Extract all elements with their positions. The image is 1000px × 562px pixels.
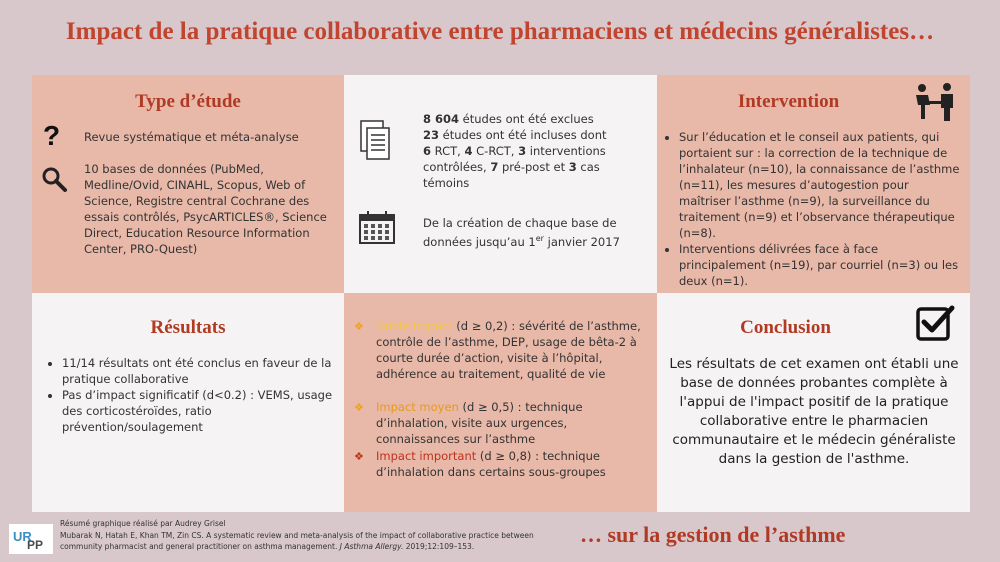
intervention-bullet-2: • Interventions délivrées face à face principalement (n=19), par courriel (n=3) ou les deux (n=1). [679, 241, 963, 289]
diamond-bullet-icon: ❖ [354, 320, 364, 333]
etudes-text: 8 604 études ont été exclues 23 études ont été incluses dont 6 RCT, 4 C-RCT, 3 interventions contrôlées, 7 pré-post et 3 cas témoins [423, 112, 607, 190]
svg-text:?: ? [43, 120, 61, 150]
resultats-bullet-1: • 11/14 résultats ont été conclus en faveur de la pratique collaborative [62, 355, 336, 387]
intervention-heading: Intervention [737, 91, 840, 112]
panel-resultats [32, 293, 344, 512]
consultation-icon [913, 81, 959, 123]
intervention-bullet-1: • Sur l’éducation et le conseil aux patients, qui portaient sur : la correction de la technique de l’inhalateur (n=10), la connaissance de l’asthme (n=11), les mesures d’autogestion pour maîtriser l’asthme (n=9), la surveillance du traitement (n=9) et l’observance thérapeutique (n=8). [679, 129, 963, 241]
document-icon [358, 119, 392, 163]
footer-subtitle: … sur la gestion de l’asthme [580, 522, 846, 547]
page-title: Impact de la pratique collaborative entre pharmaciens et médecins généralistes… [65, 18, 935, 45]
impact-faible: Faible impact (d ≥ 0,2) : sévérité de l’asthme, contrôle de l’asthme, DEP, usage de bêta-2 à courte durée d’action, visite à l’hôpital, adhérence au traitement, qualité de vie [376, 319, 641, 381]
conclusion-text: Les résultats de cet examen ont établi une base de données probantes complète à l'appui de l'impact positif de la pratique collaborative entre le pharmacien communautaire et le médecin généraliste dans la gestion de l'asthme. [669, 356, 959, 467]
etudes-date-text: De la création de chaque base de données jusqu’au 1er janvier 2017 [423, 216, 620, 249]
resultats-heading: Résultats [150, 317, 226, 338]
conclusion-heading: Conclusion [740, 317, 831, 338]
resultats-bullet-2: • Pas d’impact significatif (d<0.2) : VEMS, usage des corticostéroïdes, ratio prévention/soulagement [62, 387, 336, 435]
impact-moyen: Impact moyen (d ≥ 0,5) : technique d’inhalation, visite aux urgences, connaissances sur l’asthme [376, 400, 583, 446]
diamond-bullet-icon: ❖ [354, 450, 364, 463]
footer-reference: Mubarak N, Hatah E, Khan TM, Zin CS. A systematic review and meta-analysis of the impact of collaborative practice between community pharmacist and general practitioner on asthma management. J Asthma Allergy. 2019;12:109–153. [60, 531, 534, 551]
panel-etudes [344, 75, 657, 293]
magnifier-icon [40, 165, 68, 193]
type-etude-item-1: Revue systématique et méta-analyse [84, 130, 299, 144]
footer-credit: Résumé graphique réalisé par Audrey Grisel [60, 519, 226, 528]
logo-urpp: UR PP [9, 524, 53, 554]
impact-important: Impact important (d ≥ 0,8) : technique d’inhalation dans certains sous-groupes [376, 449, 606, 479]
resultats-list [46, 355, 336, 435]
panel-type-etude [32, 75, 344, 293]
panel-intervention [657, 75, 970, 293]
type-etude-heading: Type d’étude [135, 91, 241, 112]
intervention-list [663, 129, 963, 289]
diamond-bullet-icon: ❖ [354, 401, 364, 414]
question-icon [40, 120, 66, 150]
panel-impacts [344, 293, 657, 512]
type-etude-item-2: 10 bases de données (PubMed, Medline/Ovid, CINAHL, Scopus, Web of Science, Registre central Cochrane des essais contrôlés, PsycARTICLES®, Science Direct, Education Resource Information Center, PRO-Quest) [84, 162, 327, 256]
panel-conclusion [657, 293, 970, 512]
checkbox-icon [915, 303, 959, 343]
calendar-icon [358, 209, 396, 245]
